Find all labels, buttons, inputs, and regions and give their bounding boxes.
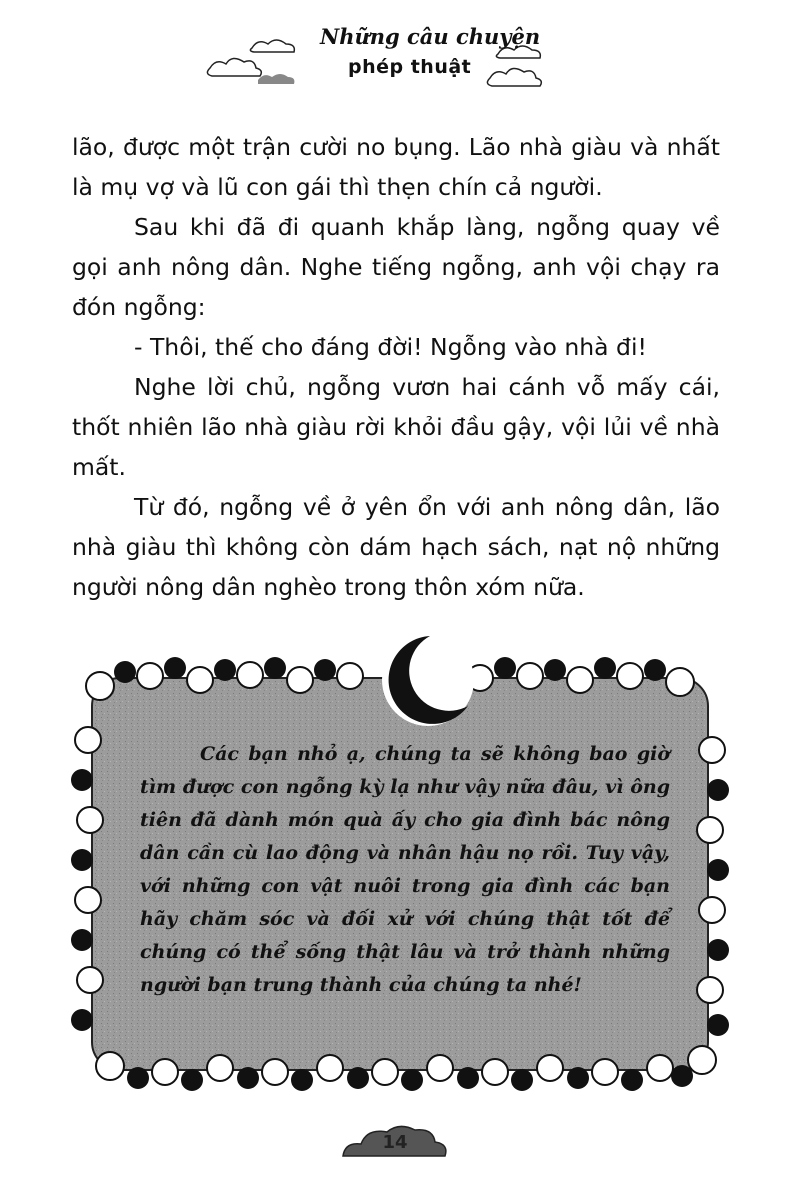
cloud-icon (487, 46, 541, 86)
series-title: Những câu chuyện (320, 24, 541, 49)
message-box-text: Các bạn nhỏ ạ, chúng ta sẽ không bao giờ tìm được con ngỗng kỳ lạ như vậy nữa đâu, vì ông tiên đã dành món quà ấy cho gia đình bác nông dân cần cù lao động và nhân hậu nọ rồi. Tuy vậy, với những con vật nuôi trong gia đình các bạn hãy chăm sóc và đối xử với chúng thật tốt để chúng có thể sống thật lâu và trở thành những người bạn trung thành của chúng ta nhé! (140, 743, 670, 996)
story-text (72, 127, 720, 607)
story-paragraph: Từ đó, ngỗng về ở yên ổn với anh nông dân, lão nhà giàu thì không còn dám hạch sách, nạt nộ những người nông dân nghèo trong thôn xóm nữa. (72, 493, 720, 601)
cloud-icon (207, 40, 294, 76)
story-paragraph: Nghe lời chủ, ngỗng vươn hai cánh vỗ mấy cái, thốt nhiên lão nhà giàu rời khỏi đầu gậy, vội lủi về nhà mất. (72, 373, 720, 481)
series-subtitle: phép thuật (348, 56, 472, 78)
story-paragraph: Sau khi đã đi quanh khắp làng, ngỗng quay về gọi anh nông dân. Nghe tiếng ngỗng, anh vội chạy ra đón ngỗng: (72, 213, 720, 321)
cloud-icon (258, 74, 294, 84)
page-header (200, 10, 560, 105)
message-box (70, 620, 730, 1100)
page-number-badge (335, 1122, 455, 1166)
story-dialog-line: - Thôi, thế cho đáng đời! Ngỗng vào nhà đi! (134, 333, 647, 361)
story-paragraph: lão, được một trận cười no bụng. Lão nhà giàu và nhất là mụ vợ và lũ con gái thì thẹn chín cả người. (72, 133, 720, 201)
page-number: 14 (382, 1132, 408, 1153)
crescent-moon-icon (382, 634, 474, 726)
